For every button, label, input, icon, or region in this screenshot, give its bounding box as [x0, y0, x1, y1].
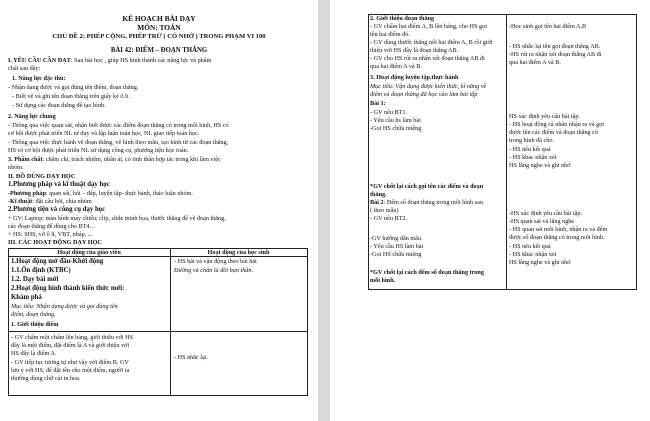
- technique-text: : đặt câu hỏi, chia nhóm: [32, 198, 92, 205]
- table-cell: - GV dùng thước thẳng nối hai điểm A, B rồi giới: [370, 39, 493, 46]
- table-cell: 1.1.Ôn định (KTBC): [11, 267, 71, 274]
- table-cell: 1.2. Dạy bài mới: [11, 276, 59, 283]
- general-competency-text: - Thông qua việc thực hành vẽ đoạn thẳng, vẽ hình theo mẫu, tạo hình từ các đoạn thẳng,: [8, 139, 229, 146]
- table-cell: - GV cho HS rút ra nhận xét đoạn thẳng AB đi: [370, 55, 485, 62]
- table-cell: 1.Hoạt động mở đầu-Khởi động: [11, 258, 104, 265]
- table-cell: -Gọi HS chữa miệng: [370, 125, 422, 132]
- table-cell: -HS rút ra nhận xét đoạn thẳng AB đi: [509, 51, 602, 58]
- table-cell: -GV hướng dẫn mẫu: [370, 235, 422, 242]
- teacher-tools-2: các đoạn thẳng để dùng cho BT4…: [8, 223, 96, 230]
- section-3-heading: III. CÁC HOẠT ĐỘNG DẠY HỌC: [8, 239, 102, 246]
- table-cell: - HS nhắc lại tên gọi đoạn thẳng AB.: [509, 43, 601, 50]
- table-cell: - HS khác nhận xét: [509, 251, 557, 258]
- method-text: : quan sát, hỏi – đáp, luyện tập- thực hành, thảo luận nhóm.: [45, 190, 193, 197]
- section-1-text-2: chất sau đây:: [8, 65, 41, 72]
- general-competency-text: cơ hội được phát triển NL tư duy và lập luận toán học, NL giao tiếp toán học.: [8, 130, 200, 137]
- table-cell: qua hai điểm A và B.: [370, 63, 422, 70]
- table-cell: đây là một điểm, đặt điểm là A và giới thiệu với: [11, 342, 130, 349]
- table-cell: - HS nhắc lại.: [174, 354, 209, 361]
- table-cell: tên hai điểm đó.: [370, 31, 410, 38]
- method-heading: 1.Phương pháp và kĩ thuật dạy học: [8, 181, 110, 188]
- competency-item: - Sử dụng các đoạn thẳng để tạo hình.: [12, 102, 106, 109]
- teacher-tools: + GV: Laptop; màn hình máy chiếu; clip, slide minh họa, thước thẳng để vẽ đoạn thẳng,: [8, 215, 226, 222]
- table-cell: Đường và chân là đôi bạn thân.: [174, 267, 254, 274]
- table-cell: - HS hoạt động cá nhân nhận ra và gọi: [509, 121, 605, 128]
- table-cell: 1. Giới thiệu điểm: [11, 321, 59, 328]
- document-page-1: [0, 0, 318, 421]
- table-cell: - GV chấm hai điểm A, B lên bảng, cho HS gọi: [370, 23, 487, 30]
- table-cell: Mục tiêu: Vận dụng được kiến thức, kĩ năng về: [370, 83, 487, 90]
- general-competency-text: - Thông qua việc quan sát, nhận biết được các điểm đoạn thẳng có trong môi hình, HS có: [8, 122, 229, 129]
- table-cell: Mục tiêu: Nhận dạng được và gọi đúng tên: [11, 303, 118, 310]
- qualities-text: : chăm chỉ, trách nhiệm, nhân ái, có tinh thần hợp tác trong khi làm việc: [42, 156, 221, 163]
- table-cell: -HS quan sát và lắng nghe: [509, 218, 575, 225]
- section-1-heading: I. YÊU CẦU CẦN ĐẠT: [8, 57, 71, 64]
- method-label: -Phương pháp: [8, 190, 46, 197]
- table-cell: - GV nêu BT1.: [370, 109, 408, 116]
- section-1-line: [8, 58, 211, 64]
- lesson-title: BÀI 42: ĐIỂM – ĐOẠN THẲNG: [110, 47, 208, 54]
- competency-item: - Biết vẽ và ghi tên đoạn thẳng trên giấy kẻ ô li.: [12, 93, 131, 100]
- table-cell: - Yêu cầu HS làm bài: [370, 243, 424, 250]
- table-cell: - GV nêu BT2.: [370, 215, 408, 222]
- theme-line: CHỦ ĐỀ 2: PHÉP CỘNG, PHÉP TRỪ ( CÓ NHỚ ) TRONG PHẠM VI 100: [52, 33, 266, 40]
- table-cell: thường dùng chữ cái in hoa.: [11, 375, 81, 382]
- general-competency-text: HS có cơ hội được phát triển NL sử dụng công cụ, phương tiện học toán.: [8, 147, 189, 154]
- table-cell: trong hình đã cho.: [509, 137, 555, 144]
- table-cell: -Học sinh gọi tên hai điểm A,B: [509, 23, 587, 30]
- tools-heading: 2.Phương tiện và công cụ dạy học: [8, 206, 106, 213]
- section-1-text: : Sau bài học , giúp HS hình thành các năng lực và phẩm: [70, 57, 212, 64]
- exercise-2-label: Bài 2: [370, 199, 384, 206]
- column-header-teacher: Hoạt động của giáo viên: [57, 249, 121, 256]
- table-cell: điểm, đoạn thẳng.: [11, 311, 56, 318]
- student-tools: + HS: SHS, vở ô li, VBT, nháp, ...: [8, 231, 93, 238]
- general-competency-heading: 2. Năng lực chung: [8, 113, 56, 120]
- table-cell: thiệu với HS đây là đoạn thẳng AB.: [370, 47, 459, 54]
- qualities-line: [8, 157, 221, 163]
- table-cell: *GV chốt lại cách đếm số đoạn thẳng trong: [370, 269, 484, 276]
- table-cell: - HS khác nhận xét: [509, 154, 557, 161]
- table-cell: - HS nêu kết quả: [509, 243, 551, 250]
- technique-line: [8, 199, 92, 205]
- table-cell: -HS xác định yêu cầu bài tập.: [509, 210, 583, 217]
- table-cell: - HS nêu kết quả: [509, 146, 551, 153]
- table-cell: mỗi hình.: [370, 277, 396, 284]
- table-cell: - HS quan sát mỗi hình, nhận ra và đếm: [509, 226, 608, 233]
- qualities-heading: 3. Phẩm chất: [8, 156, 43, 163]
- table-cell: HS đây là điểm A.: [11, 350, 57, 357]
- table-cell: HS lắng nghe và ghi nhớ: [509, 259, 571, 266]
- exercise-2-text: : Đếm số đoạn thẳng trong mỗi hình sau: [383, 199, 483, 206]
- technique-label: -Kĩ thuật: [8, 198, 33, 205]
- table-cell: điểm và đoạn thẳng đã học vào làm bài tập: [370, 91, 478, 98]
- table-cell: -Gọi HS chữa miệng: [370, 251, 422, 258]
- section-2-heading: II. ĐỒ DÙNG DẠY HỌC: [8, 173, 76, 180]
- table-cell: - GV chấm một chấm lên bảng, giới thiệu với HS: [11, 334, 134, 341]
- table-cell: HS lắng nghe và ghi nhớ: [509, 162, 571, 169]
- table-cell: [370, 200, 483, 206]
- subject-line: MÔN: TOÁN: [137, 23, 181, 32]
- qualities-text-2: nhóm.: [8, 164, 24, 171]
- plan-title: KẾ HOẠCH BÀI DẠY: [122, 14, 196, 23]
- table-cell: ( theo mẫu): [370, 207, 399, 214]
- table-cell: - HS hát và vận động theo bài hát: [174, 258, 257, 265]
- table-cell: Khám phá: [11, 294, 42, 301]
- competency-item: - Nhận dạng được và gọi đúng tên điểm, đoạn thẳng.: [8, 84, 139, 91]
- specific-competency-heading: 1. Năng lực đặc thù:: [12, 75, 66, 82]
- table-cell: qua hai điểm A và B.: [509, 59, 561, 66]
- table-cell: 3. Hoạt động luyện tập,thực hành: [370, 74, 459, 81]
- table-cell: 2.Hoạt động hình thành kiến thức mới:: [11, 285, 125, 292]
- table-cell: được số đoạn thẳng có trong mỗi hình.: [509, 234, 605, 241]
- column-header-student: Hoạt động của học sinh: [207, 249, 270, 256]
- table-cell: thẳng.: [370, 191, 387, 198]
- method-line: [8, 191, 193, 197]
- table-cell: 2. Giới thiệu đoạn thẳng: [370, 15, 435, 22]
- table-cell: *GV chốt lại cách gọi tên các điểm và đoạn: [370, 183, 484, 190]
- table-cell: - GV tiếp tục tương tự như vậy với điểm B. GV: [11, 359, 129, 366]
- document-page-2: [330, 0, 650, 421]
- table-cell: Bài 1:: [370, 100, 386, 107]
- table-cell: được tên các điểm và đoạn thẳng có: [509, 129, 598, 136]
- table-cell: lưu ý với HS, để đặt tên cho một điểm, người ta: [11, 367, 130, 374]
- table-cell: HS xác định yêu cầu bài tập.: [509, 113, 580, 120]
- table-cell: - Yêu cầu hs làm bài: [370, 117, 421, 124]
